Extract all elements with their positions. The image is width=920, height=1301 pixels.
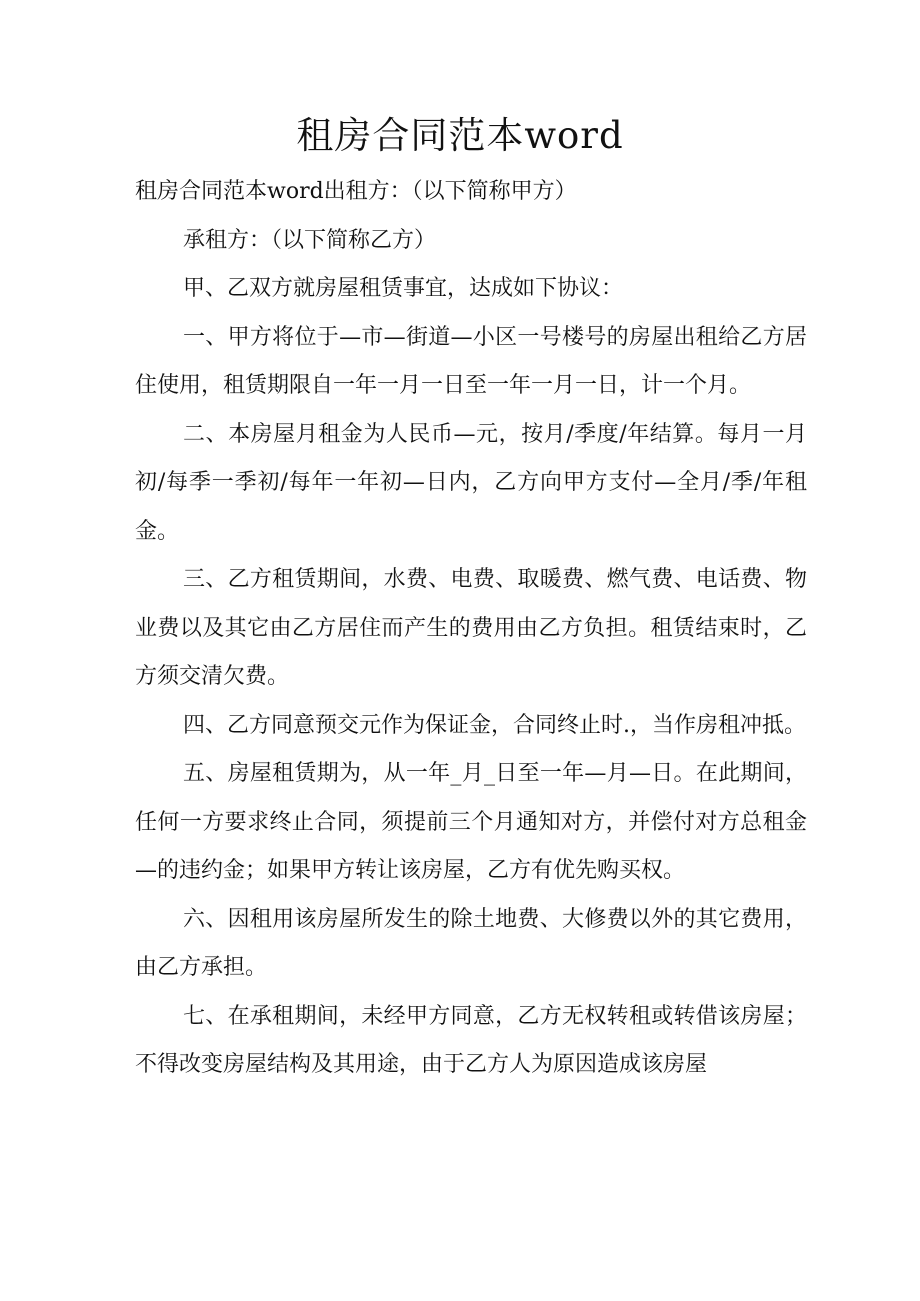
clause-2: 二、本房屋月租金为人民币—元，按月/季度/年结算。每月一月初/每季一季初/每年一年初—日内，乙方向甲方支付—全月/季/年租金。: [135, 421, 807, 544]
document-body: [135, 168, 807, 1090]
clause-6: 六、因租用该房屋所发生的除土地费、大修费以外的其它费用，由乙方承担。: [135, 906, 807, 980]
contract-lead-line: 租房合同范本word出租方：（以下简称甲方）: [135, 179, 577, 204]
clause-5: 五、房屋租赁期为，从一年_月_日至一年—月—日。在此期间，任何一方要求终止合同，须提前三个月通知对方，并偿付对方总租金—的违约金；如果甲方转让该房屋，乙方有优先购买权。: [135, 761, 807, 883]
clause-agreement: 甲、乙双方就房屋租赁事宜，达成如下协议：: [183, 276, 624, 301]
clause-4: 四、乙方同意预交元作为保证金，合同终止时.，当作房租冲抵。: [183, 712, 806, 738]
clause-tenant: 承租方：（以下简称乙方）: [183, 227, 437, 253]
clause-3: 三、乙方租赁期间，水费、电费、取暖费、燃气费、电话费、物业费以及其它由乙方居住而产生的费用由乙方负担。租赁结束时，乙方须交清欠费。: [135, 567, 807, 689]
document-title: 租房合同范本word: [296, 114, 624, 157]
clause-7: 七、在承租期间，未经甲方同意，乙方无权转租或转借该房屋；不得改变房屋结构及其用途，由于乙方人为原因造成该房屋: [135, 1003, 807, 1077]
clause-1: 一、甲方将位于—市—街道—小区一号楼号的房屋出租给乙方居住使用，租赁期限自一年一月一日至一年一月一日，计一个月。: [135, 324, 807, 398]
